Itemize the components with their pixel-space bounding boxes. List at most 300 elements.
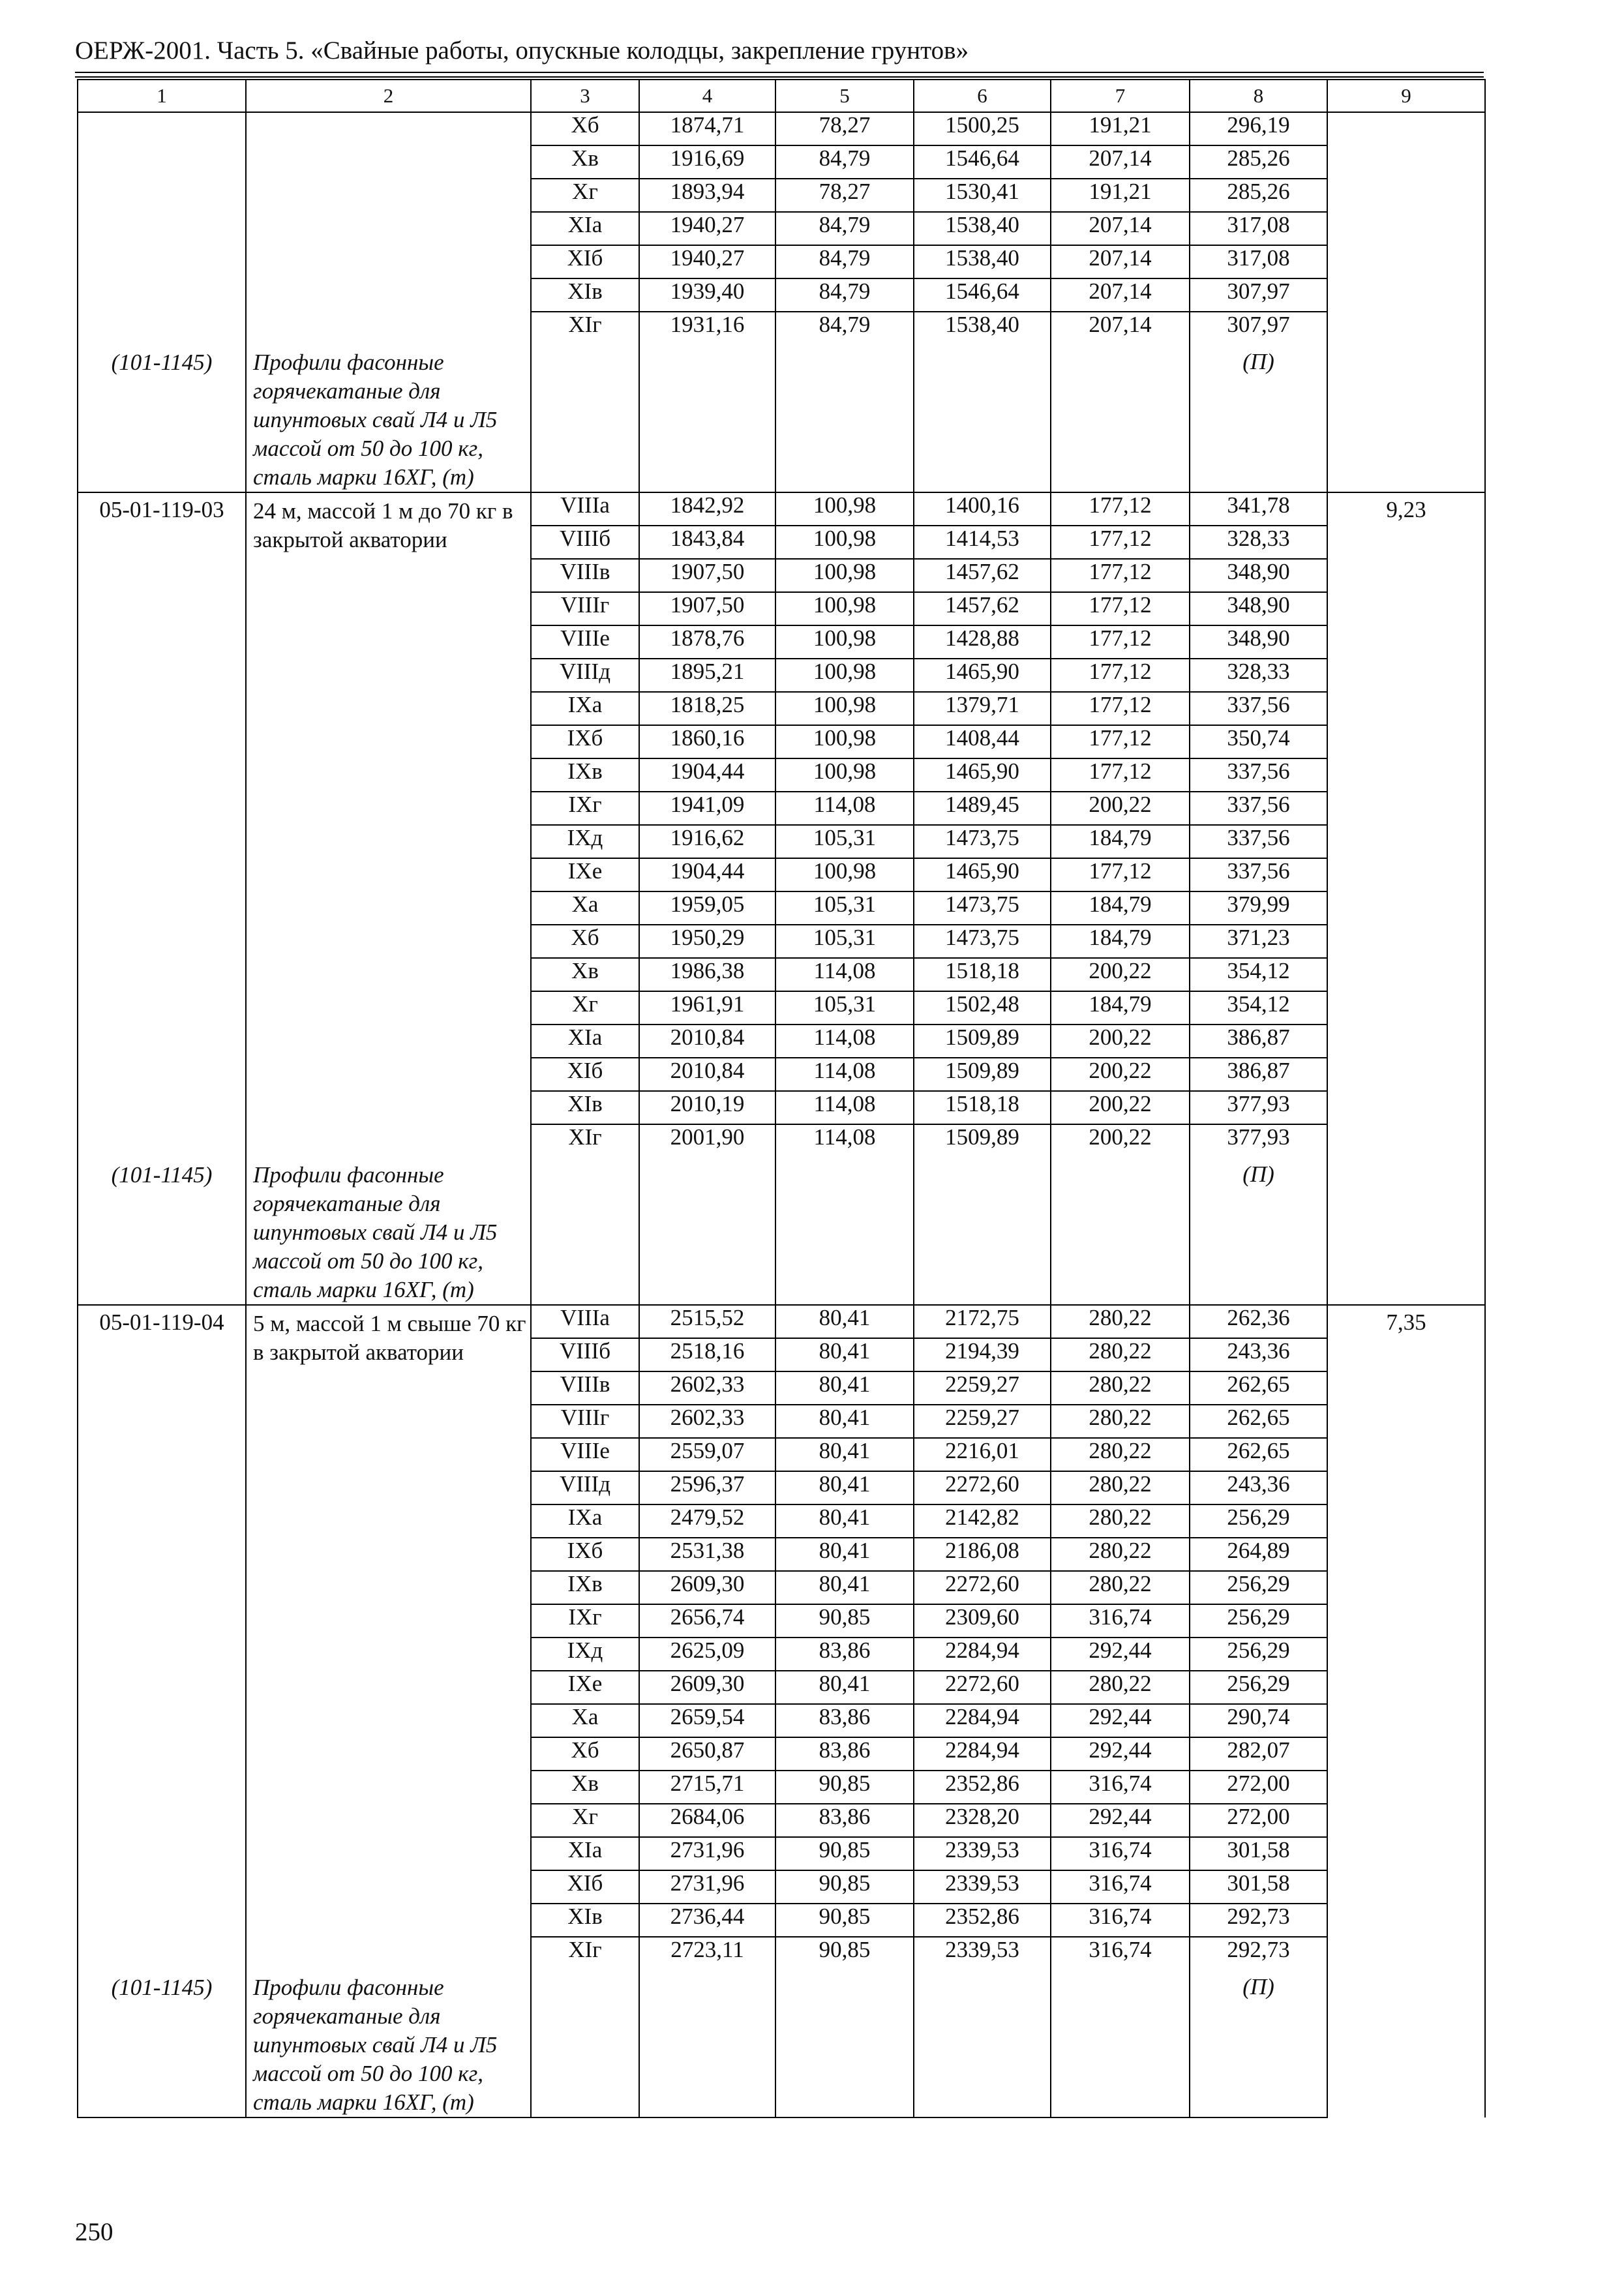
- material-row: [78, 1157, 1485, 1305]
- machinist-wages: 177,12: [1051, 559, 1190, 592]
- wages: 100,98: [775, 659, 914, 692]
- wages: 80,41: [775, 1305, 914, 1338]
- wages: 83,86: [775, 1804, 914, 1837]
- direct-costs: 2731,96: [639, 1870, 775, 1904]
- materials-cost: 341,78: [1190, 492, 1327, 526]
- machine-costs: 2309,60: [914, 1604, 1051, 1638]
- machinist-wages: 177,12: [1051, 692, 1190, 725]
- column-number: 4: [639, 80, 775, 112]
- soil-group: XIа: [531, 1837, 639, 1870]
- machinist-wages: 316,74: [1051, 1604, 1190, 1638]
- soil-group: VIIIа: [531, 1305, 639, 1338]
- material-description: Профили фасонные горячекатаные для шпунтовых свай Л4 и Л5 массой от 50 до 100 кг, сталь марки 16ХГ, (т): [246, 1969, 531, 2117]
- rate-code: [78, 112, 246, 344]
- wages: 80,41: [775, 1504, 914, 1538]
- rates-table: [77, 79, 1486, 2118]
- materials-cost: 243,36: [1190, 1338, 1327, 1371]
- materials-cost: 256,29: [1190, 1604, 1327, 1638]
- machine-costs: 2339,53: [914, 1870, 1051, 1904]
- direct-costs: 1940,27: [639, 245, 775, 278]
- machinist-wages: 191,21: [1051, 112, 1190, 145]
- soil-group: IXв: [531, 758, 639, 792]
- machine-costs: 1428,88: [914, 625, 1051, 659]
- machinist-wages: 200,22: [1051, 1058, 1190, 1091]
- empty-cell: [531, 1969, 639, 2117]
- machine-costs: 2186,08: [914, 1538, 1051, 1571]
- machinist-wages: 184,79: [1051, 925, 1190, 958]
- machine-costs: 2352,86: [914, 1771, 1051, 1804]
- materials-cost: 285,26: [1190, 179, 1327, 212]
- soil-group: VIIIг: [531, 1405, 639, 1438]
- material-unit: (П): [1190, 344, 1327, 492]
- soil-group: VIIIа: [531, 492, 639, 526]
- machinist-wages: 316,74: [1051, 1837, 1190, 1870]
- direct-costs: 2731,96: [639, 1837, 775, 1870]
- materials-cost: 256,29: [1190, 1671, 1327, 1704]
- materials-cost: 337,56: [1190, 792, 1327, 825]
- empty-cell: [1051, 1969, 1190, 2117]
- machine-costs: 2339,53: [914, 1837, 1051, 1870]
- machine-costs: 1509,89: [914, 1058, 1051, 1091]
- wages: 84,79: [775, 145, 914, 179]
- machinist-wages: 200,22: [1051, 792, 1190, 825]
- direct-costs: 2602,33: [639, 1371, 775, 1405]
- machine-costs: 1473,75: [914, 825, 1051, 858]
- wages: 100,98: [775, 559, 914, 592]
- machine-costs: 2272,60: [914, 1571, 1051, 1604]
- materials-cost: 301,58: [1190, 1870, 1327, 1904]
- direct-costs: 2010,84: [639, 1058, 775, 1091]
- material-row: [78, 344, 1485, 492]
- wages: 80,41: [775, 1538, 914, 1571]
- soil-group: Xа: [531, 891, 639, 925]
- wages: 78,27: [775, 179, 914, 212]
- empty-cell: [1051, 344, 1190, 492]
- wages: 83,86: [775, 1737, 914, 1771]
- direct-costs: 2010,19: [639, 1091, 775, 1124]
- direct-costs: 2001,90: [639, 1124, 775, 1157]
- machinist-wages: 280,22: [1051, 1371, 1190, 1405]
- wages: 105,31: [775, 991, 914, 1025]
- machine-costs: 2352,86: [914, 1904, 1051, 1937]
- materials-cost: 272,00: [1190, 1771, 1327, 1804]
- soil-group: Xг: [531, 991, 639, 1025]
- soil-group: IXа: [531, 692, 639, 725]
- soil-group: Xб: [531, 112, 639, 145]
- materials-cost: 379,99: [1190, 891, 1327, 925]
- machine-costs: 1457,62: [914, 592, 1051, 625]
- empty-cell: [775, 1969, 914, 2117]
- machinist-wages: 200,22: [1051, 1124, 1190, 1157]
- wages: 83,86: [775, 1704, 914, 1737]
- column-number: 2: [246, 80, 531, 112]
- materials-cost: 256,29: [1190, 1638, 1327, 1671]
- materials-cost: 262,65: [1190, 1438, 1327, 1471]
- wages: 114,08: [775, 1124, 914, 1157]
- machine-costs: 1509,89: [914, 1124, 1051, 1157]
- machinist-wages: 177,12: [1051, 858, 1190, 891]
- rate-code: 05-01-119-04: [78, 1305, 246, 1969]
- machinist-wages: 292,44: [1051, 1737, 1190, 1771]
- soil-group: XIв: [531, 1904, 639, 1937]
- machinist-wages: 184,79: [1051, 891, 1190, 925]
- machine-costs: 1473,75: [914, 925, 1051, 958]
- direct-costs: 1950,29: [639, 925, 775, 958]
- machinist-wages: 207,14: [1051, 245, 1190, 278]
- direct-costs: 1818,25: [639, 692, 775, 725]
- wages: 90,85: [775, 1771, 914, 1804]
- soil-group: XIб: [531, 1058, 639, 1091]
- direct-costs: 1939,40: [639, 278, 775, 312]
- column-number: 9: [1327, 80, 1485, 112]
- machinist-wages: 177,12: [1051, 725, 1190, 758]
- wages: 80,41: [775, 1471, 914, 1504]
- soil-group: IXе: [531, 858, 639, 891]
- materials-cost: 348,90: [1190, 592, 1327, 625]
- machine-costs: 1538,40: [914, 212, 1051, 245]
- soil-group: Xв: [531, 1771, 639, 1804]
- machinist-wages: 177,12: [1051, 659, 1190, 692]
- materials-cost: 354,12: [1190, 958, 1327, 991]
- materials-cost: 317,08: [1190, 212, 1327, 245]
- machinist-wages: 280,22: [1051, 1571, 1190, 1604]
- machine-costs: 2194,39: [914, 1338, 1051, 1371]
- machine-costs: 2259,27: [914, 1405, 1051, 1438]
- column-number-row: [78, 80, 1485, 112]
- direct-costs: 1842,92: [639, 492, 775, 526]
- soil-group: IXд: [531, 825, 639, 858]
- soil-group: Xа: [531, 1704, 639, 1737]
- direct-costs: 1916,62: [639, 825, 775, 858]
- machinist-wages: 200,22: [1051, 1091, 1190, 1124]
- direct-costs: 1893,94: [639, 179, 775, 212]
- labor-cost: 7,35: [1327, 1305, 1485, 2117]
- soil-group: VIIIе: [531, 625, 639, 659]
- machine-costs: 2172,75: [914, 1305, 1051, 1338]
- labor-cost: 9,23: [1327, 492, 1485, 1305]
- wages: 105,31: [775, 925, 914, 958]
- direct-costs: 1895,21: [639, 659, 775, 692]
- empty-cell: [914, 344, 1051, 492]
- machine-costs: 1465,90: [914, 659, 1051, 692]
- soil-group: IXг: [531, 1604, 639, 1638]
- machinist-wages: 200,22: [1051, 958, 1190, 991]
- soil-group: VIIIв: [531, 559, 639, 592]
- materials-cost: 354,12: [1190, 991, 1327, 1025]
- wages: 90,85: [775, 1937, 914, 1969]
- wages: 80,41: [775, 1338, 914, 1371]
- machine-costs: 2284,94: [914, 1638, 1051, 1671]
- materials-cost: 296,19: [1190, 112, 1327, 145]
- materials-cost: 282,07: [1190, 1737, 1327, 1771]
- machine-costs: 1530,41: [914, 179, 1051, 212]
- direct-costs: 2715,71: [639, 1771, 775, 1804]
- machine-costs: 1414,53: [914, 526, 1051, 559]
- material-unit: (П): [1190, 1969, 1327, 2117]
- materials-cost: 377,93: [1190, 1124, 1327, 1157]
- header-rule: [75, 72, 1484, 73]
- soil-group: Xг: [531, 179, 639, 212]
- materials-cost: 243,36: [1190, 1471, 1327, 1504]
- machinist-wages: 292,44: [1051, 1804, 1190, 1837]
- empty-cell: [639, 344, 775, 492]
- machinist-wages: 316,74: [1051, 1904, 1190, 1937]
- wages: 90,85: [775, 1904, 914, 1937]
- soil-group: IXе: [531, 1671, 639, 1704]
- soil-group: VIIIг: [531, 592, 639, 625]
- materials-cost: 348,90: [1190, 625, 1327, 659]
- materials-cost: 337,56: [1190, 692, 1327, 725]
- machinist-wages: 280,22: [1051, 1405, 1190, 1438]
- wages: 80,41: [775, 1571, 914, 1604]
- materials-cost: 292,73: [1190, 1904, 1327, 1937]
- soil-group: IXг: [531, 792, 639, 825]
- soil-group: XIг: [531, 312, 639, 344]
- machinist-wages: 177,12: [1051, 625, 1190, 659]
- materials-cost: 292,73: [1190, 1937, 1327, 1969]
- wages: 80,41: [775, 1671, 914, 1704]
- machine-costs: 2216,01: [914, 1438, 1051, 1471]
- machinist-wages: 184,79: [1051, 991, 1190, 1025]
- machine-costs: 1546,64: [914, 145, 1051, 179]
- machine-costs: 2328,20: [914, 1804, 1051, 1837]
- rate-description: 24 м, массой 1 м до 70 кг в закрытой акватории: [246, 492, 531, 1157]
- materials-cost: 307,97: [1190, 278, 1327, 312]
- machine-costs: 2284,94: [914, 1704, 1051, 1737]
- machine-costs: 1518,18: [914, 958, 1051, 991]
- wages: 90,85: [775, 1604, 914, 1638]
- machinist-wages: 280,22: [1051, 1671, 1190, 1704]
- direct-costs: 1959,05: [639, 891, 775, 925]
- soil-group: XIа: [531, 212, 639, 245]
- materials-cost: 256,29: [1190, 1571, 1327, 1604]
- machinist-wages: 207,14: [1051, 278, 1190, 312]
- direct-costs: 1986,38: [639, 958, 775, 991]
- materials-cost: 377,93: [1190, 1091, 1327, 1124]
- materials-cost: 386,87: [1190, 1058, 1327, 1091]
- wages: 78,27: [775, 112, 914, 145]
- soil-group: IXд: [531, 1638, 639, 1671]
- machinist-wages: 207,14: [1051, 145, 1190, 179]
- materials-cost: 337,56: [1190, 858, 1327, 891]
- wages: 100,98: [775, 725, 914, 758]
- machine-costs: 1546,64: [914, 278, 1051, 312]
- soil-group: XIв: [531, 1091, 639, 1124]
- machinist-wages: 280,22: [1051, 1538, 1190, 1571]
- soil-group: XIг: [531, 1124, 639, 1157]
- machine-costs: 2272,60: [914, 1471, 1051, 1504]
- direct-costs: 1961,91: [639, 991, 775, 1025]
- direct-costs: 2609,30: [639, 1571, 775, 1604]
- machine-costs: 2339,53: [914, 1937, 1051, 1969]
- machine-costs: 2142,82: [914, 1504, 1051, 1538]
- direct-costs: 1843,84: [639, 526, 775, 559]
- empty-cell: [914, 1157, 1051, 1305]
- machine-costs: 1379,71: [914, 692, 1051, 725]
- machinist-wages: 280,22: [1051, 1438, 1190, 1471]
- materials-cost: 262,36: [1190, 1305, 1327, 1338]
- rate-code: 05-01-119-03: [78, 492, 246, 1157]
- soil-group: XIг: [531, 1937, 639, 1969]
- machine-costs: 1509,89: [914, 1025, 1051, 1058]
- materials-cost: 350,74: [1190, 725, 1327, 758]
- machine-costs: 1518,18: [914, 1091, 1051, 1124]
- machine-costs: 1500,25: [914, 112, 1051, 145]
- machine-costs: 1457,62: [914, 559, 1051, 592]
- column-number: 3: [531, 80, 639, 112]
- machinist-wages: 191,21: [1051, 179, 1190, 212]
- machine-costs: 2284,94: [914, 1737, 1051, 1771]
- wages: 100,98: [775, 526, 914, 559]
- soil-group: Xг: [531, 1804, 639, 1837]
- machine-costs: 1400,16: [914, 492, 1051, 526]
- materials-cost: 264,89: [1190, 1538, 1327, 1571]
- wages: 90,85: [775, 1870, 914, 1904]
- direct-costs: 2625,09: [639, 1638, 775, 1671]
- direct-costs: 2659,54: [639, 1704, 775, 1737]
- wages: 114,08: [775, 1025, 914, 1058]
- materials-cost: 256,29: [1190, 1504, 1327, 1538]
- machine-costs: 1408,44: [914, 725, 1051, 758]
- wages: 84,79: [775, 245, 914, 278]
- machinist-wages: 177,12: [1051, 758, 1190, 792]
- direct-costs: 2596,37: [639, 1471, 775, 1504]
- machine-costs: 1538,40: [914, 245, 1051, 278]
- rate-description: [246, 112, 531, 344]
- material-code: (101-1145): [78, 1969, 246, 2117]
- direct-costs: 1878,76: [639, 625, 775, 659]
- materials-cost: 337,56: [1190, 758, 1327, 792]
- machine-costs: 1489,45: [914, 792, 1051, 825]
- empty-cell: [531, 1157, 639, 1305]
- column-number: 8: [1190, 80, 1327, 112]
- rates-table-body: [78, 80, 1485, 2117]
- soil-group: VIIIб: [531, 1338, 639, 1371]
- material-unit: (П): [1190, 1157, 1327, 1305]
- direct-costs: 2736,44: [639, 1904, 775, 1937]
- machinist-wages: 316,74: [1051, 1870, 1190, 1904]
- soil-group: VIIIб: [531, 526, 639, 559]
- wages: 90,85: [775, 1837, 914, 1870]
- machinist-wages: 280,22: [1051, 1504, 1190, 1538]
- header-rule: [75, 76, 1484, 78]
- direct-costs: 2010,84: [639, 1025, 775, 1058]
- materials-cost: 317,08: [1190, 245, 1327, 278]
- wages: 114,08: [775, 1091, 914, 1124]
- wages: 84,79: [775, 212, 914, 245]
- materials-cost: 262,65: [1190, 1371, 1327, 1405]
- soil-group: VIIIе: [531, 1438, 639, 1471]
- direct-costs: 2656,74: [639, 1604, 775, 1638]
- soil-group: XIа: [531, 1025, 639, 1058]
- direct-costs: 2650,87: [639, 1737, 775, 1771]
- table-row: [78, 492, 1485, 526]
- direct-costs: 2723,11: [639, 1937, 775, 1969]
- direct-costs: 2515,52: [639, 1305, 775, 1338]
- direct-costs: 2479,52: [639, 1504, 775, 1538]
- materials-cost: 348,90: [1190, 559, 1327, 592]
- materials-cost: 307,97: [1190, 312, 1327, 344]
- material-code: (101-1145): [78, 344, 246, 492]
- soil-group: XIб: [531, 245, 639, 278]
- direct-costs: 1904,44: [639, 758, 775, 792]
- page-header-title: ОЕРЖ-2001. Часть 5. «Свайные работы, опускные колодцы, закрепление грунтов»: [75, 37, 969, 65]
- direct-costs: 1916,69: [639, 145, 775, 179]
- machine-costs: 2272,60: [914, 1671, 1051, 1704]
- machinist-wages: 177,12: [1051, 526, 1190, 559]
- column-number: 1: [78, 80, 246, 112]
- wages: 84,79: [775, 278, 914, 312]
- machinist-wages: 207,14: [1051, 212, 1190, 245]
- direct-costs: 2609,30: [639, 1671, 775, 1704]
- rate-description: 5 м, массой 1 м свыше 70 кг в закрытой акватории: [246, 1305, 531, 1969]
- empty-cell: [1051, 1157, 1190, 1305]
- wages: 100,98: [775, 858, 914, 891]
- column-number: 6: [914, 80, 1051, 112]
- machinist-wages: 177,12: [1051, 492, 1190, 526]
- soil-group: IXв: [531, 1571, 639, 1604]
- soil-group: XIб: [531, 1870, 639, 1904]
- wages: 84,79: [775, 312, 914, 344]
- direct-costs: 1941,09: [639, 792, 775, 825]
- empty-cell: [639, 1157, 775, 1305]
- soil-group: VIIIд: [531, 1471, 639, 1504]
- machinist-wages: 207,14: [1051, 312, 1190, 344]
- direct-costs: 2684,06: [639, 1804, 775, 1837]
- materials-cost: 262,65: [1190, 1405, 1327, 1438]
- wages: 105,31: [775, 825, 914, 858]
- machine-costs: 1502,48: [914, 991, 1051, 1025]
- direct-costs: 1931,16: [639, 312, 775, 344]
- machinist-wages: 177,12: [1051, 592, 1190, 625]
- page-number: 250: [75, 2218, 113, 2246]
- direct-costs: 1907,50: [639, 592, 775, 625]
- wages: 100,98: [775, 758, 914, 792]
- soil-group: Xв: [531, 145, 639, 179]
- machine-costs: 2259,27: [914, 1371, 1051, 1405]
- column-number: 7: [1051, 80, 1190, 112]
- direct-costs: 1874,71: [639, 112, 775, 145]
- soil-group: IXб: [531, 1538, 639, 1571]
- materials-cost: 337,56: [1190, 825, 1327, 858]
- material-row: [78, 1969, 1485, 2117]
- machine-costs: 1538,40: [914, 312, 1051, 344]
- wages: 100,98: [775, 625, 914, 659]
- machine-costs: 1473,75: [914, 891, 1051, 925]
- materials-cost: 272,00: [1190, 1804, 1327, 1837]
- direct-costs: 1907,50: [639, 559, 775, 592]
- materials-cost: 371,23: [1190, 925, 1327, 958]
- soil-group: VIIIв: [531, 1371, 639, 1405]
- direct-costs: 2602,33: [639, 1405, 775, 1438]
- materials-cost: 285,26: [1190, 145, 1327, 179]
- wages: 83,86: [775, 1638, 914, 1671]
- machinist-wages: 280,22: [1051, 1471, 1190, 1504]
- direct-costs: 2518,16: [639, 1338, 775, 1371]
- materials-cost: 328,33: [1190, 526, 1327, 559]
- wages: 100,98: [775, 492, 914, 526]
- empty-cell: [775, 344, 914, 492]
- direct-costs: 2559,07: [639, 1438, 775, 1471]
- empty-cell: [775, 1157, 914, 1305]
- soil-group: Xб: [531, 925, 639, 958]
- machine-costs: 1465,90: [914, 858, 1051, 891]
- machinist-wages: 292,44: [1051, 1704, 1190, 1737]
- direct-costs: 1940,27: [639, 212, 775, 245]
- material-description: Профили фасонные горячекатаные для шпунтовых свай Л4 и Л5 массой от 50 до 100 кг, сталь марки 16ХГ, (т): [246, 344, 531, 492]
- machinist-wages: 200,22: [1051, 1025, 1190, 1058]
- wages: 114,08: [775, 1058, 914, 1091]
